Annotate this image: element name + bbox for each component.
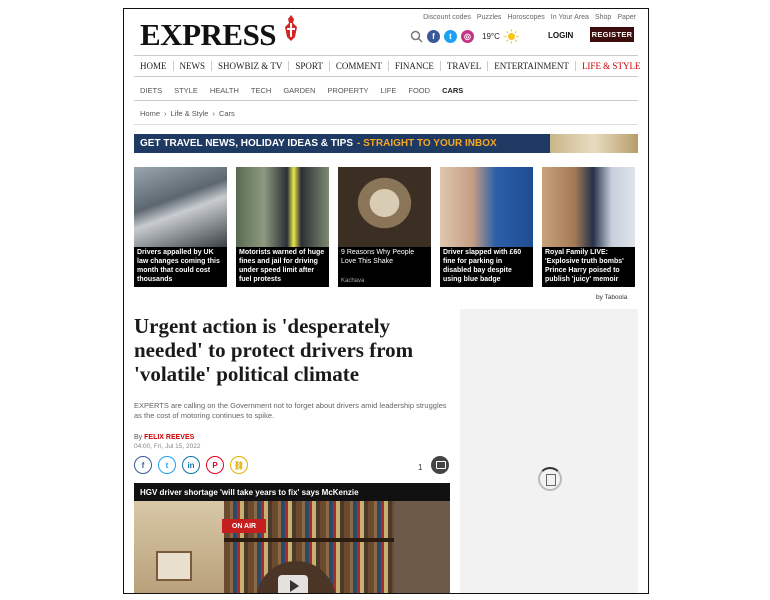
taboola-credit[interactable]: by Taboola: [596, 294, 628, 301]
nav-entertainment[interactable]: ENTERTAINMENT: [488, 61, 576, 71]
nav-news[interactable]: NEWS: [174, 61, 213, 71]
story-card[interactable]: [236, 167, 329, 287]
sun-icon: [504, 29, 519, 44]
share-twitter-icon[interactable]: t: [158, 456, 176, 474]
weather-temperature: 19°C: [482, 31, 500, 41]
subnav-tech[interactable]: TECH: [250, 86, 272, 95]
top-link-shop[interactable]: Shop: [594, 14, 612, 21]
loading-spinner-icon: [538, 467, 562, 491]
header-tools: [410, 28, 519, 44]
instagram-icon[interactable]: ◎: [461, 30, 474, 43]
nav-showbiz-tv[interactable]: SHOWBIZ & TV: [212, 61, 289, 71]
author-link[interactable]: FELIX REEVES: [144, 434, 195, 441]
advertisement-slot: [460, 309, 638, 594]
story-image: [134, 167, 227, 247]
breadcrumb-separator: ›: [212, 109, 215, 118]
story-image: [440, 167, 533, 247]
site-logo[interactable]: EXPRESS: [140, 17, 277, 52]
subnav-diets[interactable]: DIETS: [140, 86, 163, 95]
subnav-food[interactable]: FOOD: [408, 86, 431, 95]
video-side-wall: [394, 501, 450, 594]
byline-prefix: By: [134, 434, 143, 441]
share-pinterest-icon[interactable]: P: [206, 456, 224, 474]
nav-home[interactable]: HOME: [134, 61, 174, 71]
on-air-sign: ON AIR: [222, 519, 266, 533]
breadcrumb-cars[interactable]: Cars: [218, 109, 235, 118]
play-button-icon[interactable]: [278, 575, 308, 594]
byline: [134, 434, 194, 441]
nav-comment[interactable]: COMMENT: [330, 61, 389, 71]
banner-highlight: - STRAIGHT TO YOUR INBOX: [357, 138, 497, 149]
sub-nav: [134, 81, 638, 101]
subnav-garden[interactable]: GARDEN: [283, 86, 316, 95]
story-source: Kachava: [341, 278, 365, 284]
story-card[interactable]: [338, 167, 431, 287]
story-caption: Driver slapped with £60 fine for parking in disabled bay despite using blue badge: [443, 249, 522, 283]
recommended-stories: [134, 167, 638, 287]
video-player[interactable]: [134, 483, 450, 594]
story-card[interactable]: [542, 167, 635, 287]
newsletter-banner[interactable]: [134, 134, 638, 153]
comment-count[interactable]: 1: [418, 463, 423, 472]
story-image: [542, 167, 635, 247]
breadcrumb-home[interactable]: Home: [140, 109, 161, 118]
nav-sport[interactable]: SPORT: [289, 61, 329, 71]
story-caption: Drivers appalled by UK law changes coming this month that could cost thousands: [137, 249, 220, 283]
share-facebook-icon[interactable]: f: [134, 456, 152, 474]
story-image: [236, 167, 329, 247]
page-frame: [123, 8, 649, 594]
divider: [134, 124, 638, 125]
video-shelf-board: [224, 538, 394, 542]
video-wall-picture: [156, 551, 192, 581]
breadcrumb-life-style[interactable]: Life & Style: [170, 109, 209, 118]
banner-image: [550, 134, 638, 153]
copy-link-icon[interactable]: ⛓: [230, 456, 248, 474]
crusader-crest-icon: [281, 13, 301, 43]
search-icon[interactable]: [410, 30, 423, 43]
story-card[interactable]: [134, 167, 227, 287]
top-links: [423, 14, 636, 21]
nav-finance[interactable]: FINANCE: [389, 61, 441, 71]
comment-icon[interactable]: [431, 456, 449, 474]
article-standfirst: EXPERTS are calling on the Government not to forget about drivers amid leadership struggles as the cost of motoring continues to spike.: [134, 401, 447, 420]
story-caption: Royal Family LIVE: 'Explosive truth bombs' Prince Harry poised to publish 'juicy' memoir: [545, 249, 624, 283]
top-link-paper[interactable]: Paper: [617, 14, 636, 21]
twitter-icon[interactable]: t: [444, 30, 457, 43]
breadcrumb: [140, 109, 235, 118]
story-card[interactable]: [440, 167, 533, 287]
article-headline: Urgent action is 'desperately needed' to protect drivers from 'volatile' political climate: [134, 314, 414, 386]
banner-text: GET TRAVEL NEWS, HOLIDAY IDEAS & TIPS: [140, 138, 353, 149]
subnav-style[interactable]: STYLE: [174, 86, 198, 95]
story-caption: 9 Reasons Why People Love This Shake: [341, 249, 415, 265]
top-link-in-your-area[interactable]: In Your Area: [550, 14, 589, 21]
subnav-property[interactable]: PROPERTY: [327, 86, 369, 95]
login-link[interactable]: LOGIN: [548, 31, 574, 40]
share-buttons: [134, 456, 248, 474]
story-image: [338, 167, 431, 247]
subnav-life[interactable]: LIFE: [380, 86, 397, 95]
top-link-discount-codes[interactable]: Discount codes: [423, 14, 471, 21]
subnav-cars[interactable]: CARS: [442, 86, 464, 95]
main-nav: [134, 55, 641, 77]
publish-date: 04:00, Fri, Jul 15, 2022: [134, 443, 201, 450]
facebook-icon[interactable]: f: [427, 30, 440, 43]
share-linkedin-icon[interactable]: in: [182, 456, 200, 474]
nav-life-style[interactable]: LIFE & STYLE: [581, 61, 641, 71]
video-title: HGV driver shortage 'will take years to fix' says McKenzie: [134, 483, 450, 501]
top-link-puzzles[interactable]: Puzzles: [476, 14, 502, 21]
subnav-health[interactable]: HEALTH: [209, 86, 239, 95]
top-link-horoscopes[interactable]: Horoscopes: [507, 14, 545, 21]
story-caption: Motorists warned of huge fines and jail for driving under speed limit after fuel protests: [239, 249, 325, 283]
register-button[interactable]: REGISTER: [590, 27, 634, 42]
nav-travel[interactable]: TRAVEL: [441, 61, 488, 71]
breadcrumb-separator: ›: [164, 109, 167, 118]
